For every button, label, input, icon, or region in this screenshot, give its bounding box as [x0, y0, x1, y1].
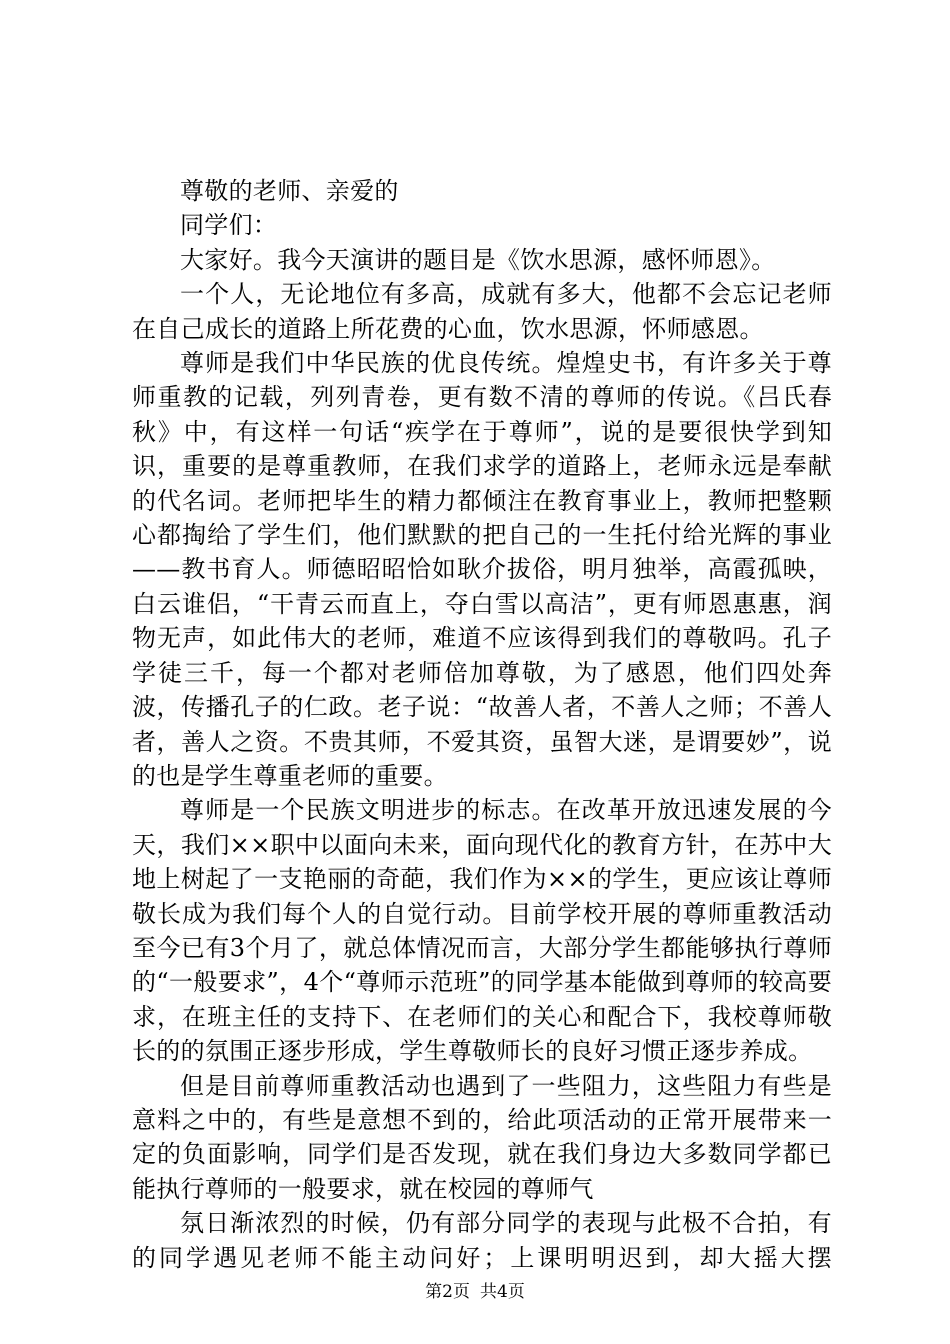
greeting-paragraph: 大家好。我今天演讲的题目是《饮水思源，感怀师恩》。 [180, 245, 776, 274]
page-total: 共4页 [480, 1282, 525, 1302]
document-body [132, 174, 832, 1275]
page-number: 第2页 [425, 1282, 470, 1302]
body-paragraph: 但是目前尊师重教活动也遇到了一些阻力，这些阻力有些是意料之中的，有些是意想不到的，给此项活动的正常开展带来一定的负面影响，同学们是否发现，就在我们身边大多数同学都已能执行尊师的一般要求，就在校园的尊师气 [132, 1071, 832, 1203]
page-footer [0, 1282, 950, 1302]
salutation-line-2: 同学们： [180, 211, 278, 240]
body-paragraph: 尊师是一个民族文明进步的标志。在改革开放迅速发展的今天，我们××职中以面向未来，面向现代化的教育方针，在苏中大地上树起了一支艳丽的奇葩，我们作为××的学生，更应该让尊师敬长成为我们每个人的自觉行动。目前学校开展的尊师重教活动至今已有3个月了，就总体情况而言，大部分学生都能够执行尊师的“一般要求”，4个“尊师示范班”的同学基本能做到尊师的较高要求，在班主任的支持下、在老师们的关心和配合下，我校尊师敬长的的氛围正逐步形成，学生尊敬师长的良好习惯正逐步养成。 [132, 796, 832, 1066]
body-paragraph: 尊师是我们中华民族的优良传统。煌煌史书，有许多关于尊师重教的记载，列列青卷，更有数不清的尊师的传说。《吕氏春秋》中，有这样一句话“疾学在于尊师”，说的是要很快学到知识，重要的是尊重教师，在我们求学的道路上，老师永远是奉献的代名词。老师把毕生的精力都倾注在教育事业上，教师把整颗心都掏给了学生们，他们默默的把自己的一生托付给光辉的事业——教书育人。师德昭昭恰如耿介拔俗，明月独举，高霞孤映，白云谁侣，“干青云而直上，夺白雪以高洁”，更有师恩惠惠，润物无声，如此伟大的老师，难道不应该得到我们的尊敬吗。孔子学徒三千，每一个都对老师倍加尊敬，为了感恩，他们四处奔波，传播孔子的仁政。老子说：“故善人者，不善人之师；不善人者，善人之资。不贵其师，不爱其资，虽智大迷，是谓要妙”，说的也是学生尊重老师的重要。 [132, 349, 832, 790]
body-paragraph: 氛日渐浓烈的时候，仍有部分同学的表现与此极不合拍，有的同学遇见老师不能主动问好；上课明明迟到，却大摇大摆 [132, 1209, 832, 1272]
salutation-line-1: 尊敬的老师、亲爱的 [180, 177, 399, 205]
body-paragraph: 一个人，无论地位有多高，成就有多大，他都不会忘记老师在自己成长的道路上所花费的心血，饮水思源，怀师感恩。 [132, 280, 832, 343]
